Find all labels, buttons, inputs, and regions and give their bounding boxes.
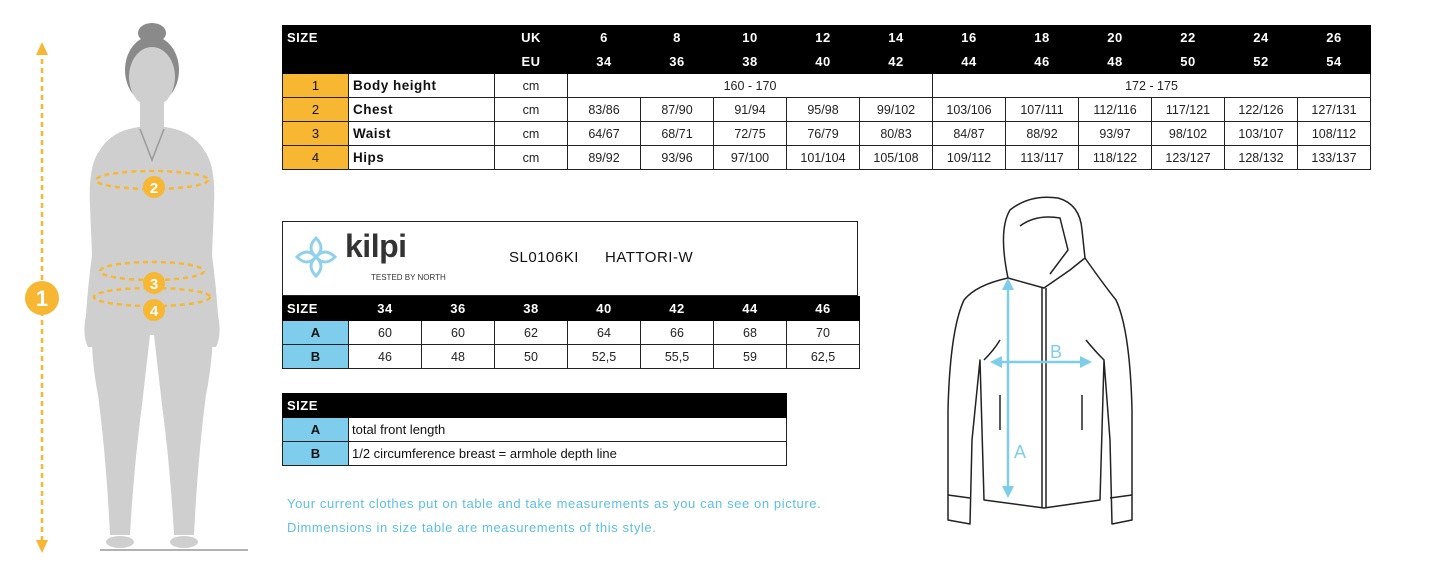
row-number: 2 [283, 98, 349, 122]
eu-size: 54 [1298, 50, 1371, 74]
cell-value: 98/102 [1152, 122, 1225, 146]
cell-value: 55,5 [641, 345, 714, 369]
cell-value: 95/98 [787, 98, 860, 122]
size-header: SIZE [283, 394, 349, 418]
marker-1: 1 [35, 286, 49, 311]
row-unit: cm [495, 146, 568, 170]
eu-size: 40 [787, 50, 860, 74]
row-number: 1 [283, 74, 349, 98]
note-line-2: Dimmensions in size table are measurements of this style. [287, 520, 657, 535]
row-number: 3 [283, 122, 349, 146]
size-header: SIZE [283, 297, 349, 321]
cell-value: 118/122 [1079, 146, 1152, 170]
product-header [282, 221, 858, 296]
cell-value: 60 [349, 321, 422, 345]
cell-value: 112/116 [1079, 98, 1152, 122]
row-unit: cm [495, 122, 568, 146]
brand-tagline: TESTED BY NORTH [371, 273, 446, 282]
cell-value: 59 [714, 345, 787, 369]
cell-value: 68/71 [641, 122, 714, 146]
cell-value: 91/94 [714, 98, 787, 122]
eu-size: 36 [641, 50, 714, 74]
size-header: SIZE [283, 26, 495, 50]
row-label: B [283, 345, 349, 369]
uk-size: 24 [1225, 26, 1298, 50]
body-height-row [283, 74, 1371, 98]
cell-value: 50 [495, 345, 568, 369]
row-unit: cm [495, 98, 568, 122]
cell-value: 117/121 [1152, 98, 1225, 122]
product-name: HATTORI-W [605, 249, 694, 266]
row-number: 4 [283, 146, 349, 170]
uk-size: 16 [933, 26, 1006, 50]
row-label: Body height [349, 74, 495, 98]
cell-value: 80/83 [860, 122, 933, 146]
cell-value: 68 [714, 321, 787, 345]
row-label: A [283, 418, 349, 442]
legend-row-a [283, 418, 787, 442]
height-range: 160 - 170 [568, 74, 933, 98]
product-code: SL0106KI [509, 249, 579, 266]
cell-value: 99/102 [860, 98, 933, 122]
row-label: Hips [349, 146, 495, 170]
product-size: 36 [422, 297, 495, 321]
cell-value: 97/100 [714, 146, 787, 170]
cell-value: 62,5 [787, 345, 860, 369]
product-size: 46 [787, 297, 860, 321]
uk-size: 20 [1079, 26, 1152, 50]
row-label: Waist [349, 122, 495, 146]
eu-size: 52 [1225, 50, 1298, 74]
product-size-row [283, 297, 860, 321]
cell-value: 108/112 [1298, 122, 1371, 146]
eu-size: 38 [714, 50, 787, 74]
row-label: A [283, 321, 349, 345]
product-size: 38 [495, 297, 568, 321]
eu-size: 48 [1079, 50, 1152, 74]
cell-value: 109/112 [933, 146, 1006, 170]
product-size: 44 [714, 297, 787, 321]
cell-value: 101/104 [787, 146, 860, 170]
height-range: 172 - 175 [933, 74, 1371, 98]
cell-value: 103/107 [1225, 122, 1298, 146]
legend-row-b [283, 442, 787, 466]
uk-row [283, 26, 1371, 50]
uk-size: 18 [1006, 26, 1079, 50]
waist-row [283, 122, 1371, 146]
product-row-b [283, 345, 860, 369]
cell-value: 84/87 [933, 122, 1006, 146]
product-size: 40 [568, 297, 641, 321]
cell-value: 89/92 [568, 146, 641, 170]
cell-value: 127/131 [1298, 98, 1371, 122]
eu-label: EU [495, 50, 568, 74]
body-size-table [282, 25, 1371, 170]
product-size: 34 [349, 297, 422, 321]
row-label: Chest [349, 98, 495, 122]
cell-value: 64/67 [568, 122, 641, 146]
cell-value: 122/126 [1225, 98, 1298, 122]
cell-value: 60 [422, 321, 495, 345]
uk-size: 26 [1298, 26, 1371, 50]
cell-value: 93/97 [1079, 122, 1152, 146]
cell-value: 52,5 [568, 345, 641, 369]
cell-value: 93/96 [641, 146, 714, 170]
cell-value: 83/86 [568, 98, 641, 122]
cell-value: 128/132 [1225, 146, 1298, 170]
marker-4: 4 [149, 303, 159, 320]
product-size-table [282, 296, 860, 369]
row-unit: cm [495, 74, 568, 98]
cell-value: 123/127 [1152, 146, 1225, 170]
uk-size: 8 [641, 26, 714, 50]
note-line-1: Your current clothes put on table and take measurements as you can see on picture. [287, 496, 822, 511]
eu-size: 50 [1152, 50, 1225, 74]
eu-size: 44 [933, 50, 1006, 74]
jacket-diagram [940, 190, 1140, 530]
body-figure [20, 15, 260, 560]
uk-size: 22 [1152, 26, 1225, 50]
legend-header-row [283, 394, 787, 418]
cell-value: 62 [495, 321, 568, 345]
product-size: 42 [641, 297, 714, 321]
eu-size: 46 [1006, 50, 1079, 74]
hips-row [283, 146, 1371, 170]
cell-value: 76/79 [787, 122, 860, 146]
eu-row [283, 50, 1371, 74]
uk-label: UK [495, 26, 568, 50]
eu-size: 34 [568, 50, 641, 74]
jacket-label-b: B [1050, 342, 1063, 362]
cell-value: 46 [349, 345, 422, 369]
legend-text: total front length [349, 418, 787, 442]
uk-size: 10 [714, 26, 787, 50]
cell-value: 105/108 [860, 146, 933, 170]
brand-name: kilpi [345, 228, 407, 264]
cell-value: 48 [422, 345, 495, 369]
uk-size: 12 [787, 26, 860, 50]
uk-size: 6 [568, 26, 641, 50]
legend-table [282, 393, 787, 466]
row-label: B [283, 442, 349, 466]
cell-value: 64 [568, 321, 641, 345]
cell-value: 133/137 [1298, 146, 1371, 170]
cell-value: 72/75 [714, 122, 787, 146]
legend-text: 1/2 circumference breast = armhole depth line [349, 442, 787, 466]
uk-size: 14 [860, 26, 933, 50]
cell-value: 87/90 [641, 98, 714, 122]
cell-value: 107/111 [1006, 98, 1079, 122]
kilpi-logo-icon [293, 234, 339, 280]
chest-row [283, 98, 1371, 122]
jacket-label-a: A [1014, 442, 1027, 462]
marker-3: 3 [149, 276, 159, 293]
cell-value: 88/92 [1006, 122, 1079, 146]
cell-value: 103/106 [933, 98, 1006, 122]
eu-size: 42 [860, 50, 933, 74]
marker-2: 2 [149, 180, 159, 197]
product-row-a [283, 321, 860, 345]
cell-value: 70 [787, 321, 860, 345]
cell-value: 113/117 [1006, 146, 1079, 170]
cell-value: 66 [641, 321, 714, 345]
